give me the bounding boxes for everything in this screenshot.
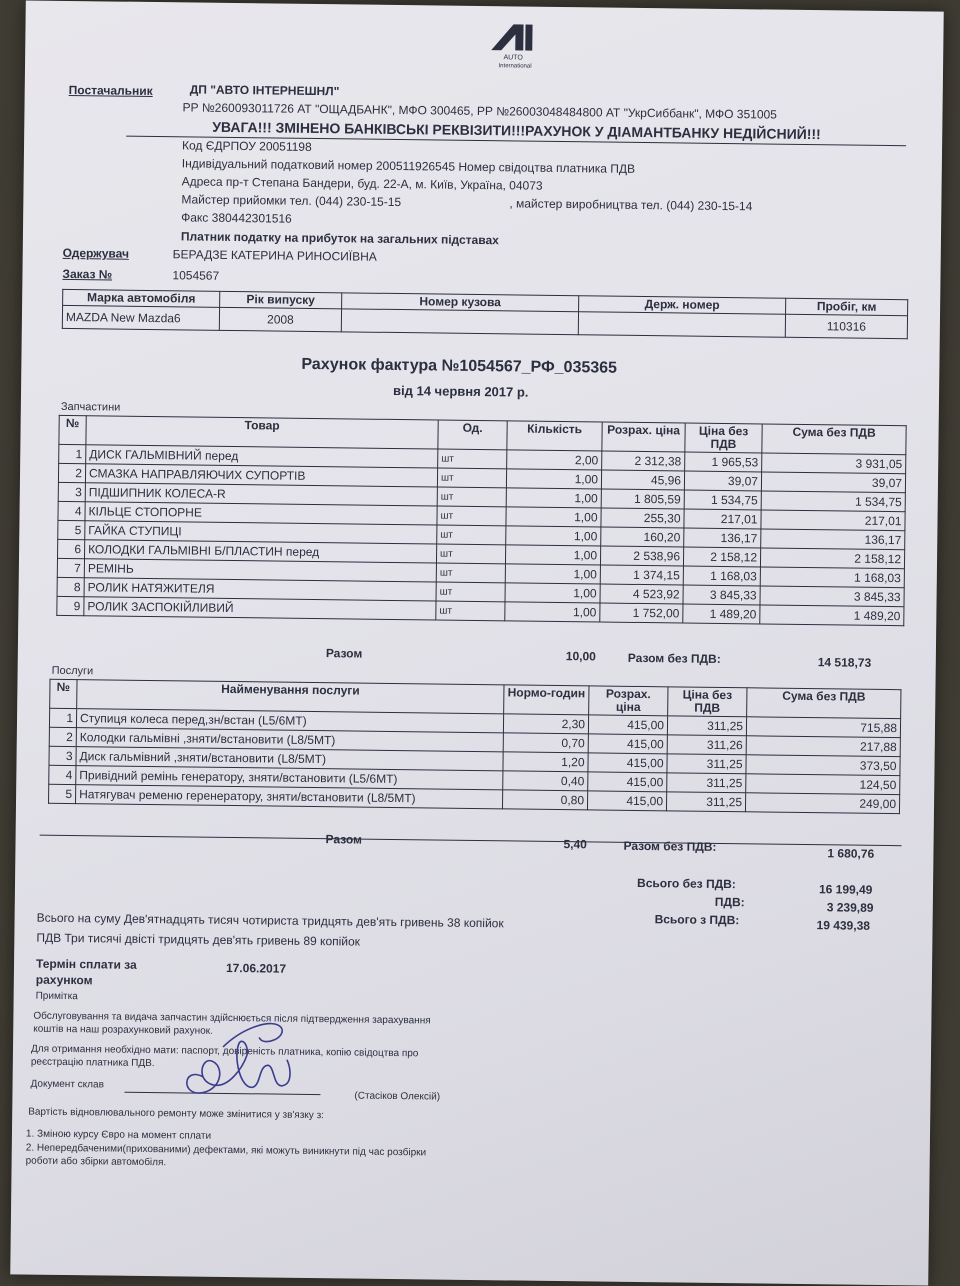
services-col-name: Найменування послуги	[77, 680, 504, 714]
phone-production: , майстер виробництва тел. (044) 230-15-14	[509, 196, 753, 214]
tax-status: Платник податку на прибуток на загальних підставах	[180, 229, 499, 248]
services-col-price-novat: Ціна без ПДВ	[668, 687, 747, 717]
logo-word-international: International	[498, 63, 532, 70]
car-col-plate: Держ. номер	[579, 296, 786, 315]
services-cell-price-novat: 311,25	[667, 716, 746, 736]
parts-cell-price: 2 312,38	[602, 451, 685, 471]
parts-cell-unit: шт	[437, 525, 506, 545]
parts-cell-num: 1	[59, 444, 86, 463]
parts-cell-price: 255,30	[601, 508, 684, 528]
car-make: MAZDA New Mazda6	[62, 305, 219, 330]
services-cell-price-novat: 311,25	[667, 754, 746, 774]
parts-total-novat: 14 518,73	[817, 655, 872, 670]
parts-cell-item: КОЛОДКИ ГАЛЬМІВНІ Б/ПЛАСТИН перед	[85, 540, 437, 563]
parts-cell-price-novat: 1 965,53	[685, 452, 762, 472]
car-col-year: Рік випуску	[220, 291, 342, 308]
supplier-edrpou: Код ЄДРПОУ 20051198	[181, 138, 312, 154]
car-body	[341, 309, 578, 335]
reason-3: роботи або збірки автомобіля.	[25, 1155, 167, 1169]
parts-total-label: Разом	[325, 646, 363, 661]
amount-in-words: Всього на суму Дев'ятнадцять тисяч чотириста тридцять дев'ять гривень 38 копійок	[36, 910, 504, 931]
car-table	[62, 289, 908, 339]
parts-cell-item: РОЛИК НАТЯЖИТЕЛЯ	[84, 578, 436, 601]
invoice-date: від 14 червня 2017 р.	[392, 382, 529, 400]
parts-col-unit: Од.	[438, 420, 507, 450]
parts-cell-item: КІЛЬЦЕ СТОПОРНЕ	[85, 502, 437, 525]
parts-cell-price-novat: 2 158,12	[683, 547, 760, 567]
parts-cell-num: 2	[58, 463, 85, 482]
recipient-name: БЕРАДЗЕ КАТЕРИНА РИНОСИЇВНА	[172, 247, 377, 264]
parts-cell-sum-novat: 39,07	[761, 472, 905, 493]
parts-cell-num: 7	[57, 558, 84, 577]
supplier-name: ДП "АВТО ІНТЕРНЕШНЛ"	[189, 82, 340, 99]
parts-cell-qty: 1,00	[505, 602, 600, 622]
car-col-mileage: Пробіг, км	[786, 298, 908, 315]
auto-international-logo	[483, 20, 544, 71]
recipient-label: Одержувач	[62, 245, 130, 261]
parts-cell-unit: шт	[436, 582, 505, 602]
services-cell-price: 415,00	[588, 753, 667, 773]
order-label: Заказ №	[62, 266, 113, 282]
vat-value: 3 239,89	[826, 900, 874, 915]
parts-col-price-novat: Ціна без ПДВ	[685, 423, 762, 453]
services-cell-price: 415,00	[588, 715, 667, 735]
services-cell-price-novat: 311,26	[667, 735, 746, 755]
services-col-num: №	[50, 679, 77, 708]
services-cell-sum-novat: 249,00	[745, 793, 899, 814]
invoice-sheet	[10, 0, 943, 1285]
parts-cell-unit: шт	[436, 601, 505, 621]
parts-cell-price-novat: 217,01	[684, 509, 761, 529]
parts-cell-sum-novat: 1 489,20	[760, 605, 904, 626]
note-line-1: Обслуговування та видача запчастин здійснюється після підтвердження зарахування	[33, 1010, 431, 1027]
services-cell-num: 4	[49, 765, 76, 784]
reason-1: 1. Зміною курсу Євро на момент сплати	[25, 1128, 212, 1142]
car-mileage: 110316	[785, 314, 907, 338]
parts-cell-sum-novat: 3 845,33	[760, 586, 904, 607]
services-cell-num: 1	[49, 708, 76, 727]
services-cell-hours: 1,20	[503, 752, 588, 772]
services-cell-sum-novat: 373,50	[746, 755, 900, 776]
grand-total-novat: 16 199,49	[818, 882, 873, 897]
parts-col-num: №	[59, 415, 86, 444]
services-col-price: Розрах. ціна	[589, 686, 668, 716]
parts-cell-sum-novat: 217,01	[761, 510, 905, 531]
services-cell-name: Колодки гальмівні ,зняти/встановити (L8/5MT)	[76, 728, 503, 752]
signature-text: Stasikov	[163, 1006, 168, 1008]
parts-cell-price: 1 752,00	[600, 603, 683, 623]
parts-cell-qty: 1,00	[505, 583, 600, 603]
parts-total-novat-label: Разом без ПДВ:	[627, 650, 721, 666]
parts-cell-num: 6	[58, 539, 85, 558]
services-cell-price: 415,00	[588, 734, 667, 754]
parts-cell-sum-novat: 136,17	[761, 529, 905, 550]
price-change-note: Вартість відновлювального ремонту може змінитися у зв'язку з:	[28, 1106, 325, 1122]
services-total-hours: 5,40	[563, 837, 587, 852]
parts-cell-sum-novat: 1 534,75	[761, 491, 905, 512]
parts-col-item: Товар	[86, 416, 438, 449]
parts-cell-num: 5	[58, 520, 85, 539]
services-cell-price: 415,00	[588, 772, 667, 792]
car-plate	[578, 312, 785, 338]
services-cell-price-novat: 311,25	[667, 773, 746, 793]
vat-label: ПДВ:	[714, 894, 745, 910]
issued-by-label: Документ склав	[30, 1078, 104, 1091]
parts-cell-item: РЕМІНЬ	[84, 559, 436, 582]
car-year: 2008	[219, 307, 341, 331]
parts-cell-unit: шт	[437, 487, 506, 507]
supplier-tax-number: Індивідуальний податковий номер 200511926545 Номер свідоцтва платника ПДВ	[181, 156, 636, 176]
parts-cell-qty: 1,00	[506, 526, 601, 546]
parts-cell-price: 1 805,59	[601, 489, 684, 509]
services-col-sum-novat: Сума без ПДВ	[747, 688, 901, 719]
parts-cell-unit: шт	[436, 563, 505, 583]
parts-cell-item: РОЛИК ЗАСПОКІЙЛИВИЙ	[84, 597, 436, 620]
services-cell-name: Диск гальмівний ,зняти/встановити (L8/5MT)	[76, 747, 503, 771]
parts-cell-price: 2 538,96	[600, 546, 683, 566]
parts-cell-qty: 2,00	[507, 450, 602, 470]
parts-cell-sum-novat: 2 158,12	[760, 548, 904, 569]
parts-cell-price-novat: 3 845,33	[683, 585, 760, 605]
parts-cell-price-novat: 136,17	[684, 528, 761, 548]
parts-cell-sum-novat: 1 168,03	[760, 567, 904, 588]
parts-cell-sum-novat: 3 931,05	[762, 453, 906, 474]
services-cell-hours: 0,80	[502, 790, 587, 810]
order-number: 1054567	[172, 268, 220, 283]
issued-by-name: (Стасіков Олексій)	[354, 1090, 441, 1103]
parts-cell-price-novat: 1 168,03	[683, 566, 760, 586]
parts-cell-qty: 1,00	[505, 545, 600, 565]
parts-col-sum-novat: Сума без ПДВ	[762, 424, 906, 455]
parts-cell-price: 160,20	[601, 527, 684, 547]
note-line-4: реєстрацію платника ПДВ.	[30, 1056, 155, 1070]
parts-table	[56, 415, 906, 626]
services-col-hours: Нормо-годин	[504, 685, 589, 715]
services-cell-sum-novat: 217,88	[746, 736, 900, 757]
parts-cell-price-novat: 39,07	[684, 471, 761, 491]
parts-cell-price-novat: 1 534,75	[684, 490, 761, 510]
note-line-2: коштів на наш розрахунковий рахунок.	[33, 1023, 213, 1037]
services-table	[48, 679, 901, 814]
handwritten-signature	[162, 1006, 313, 1108]
services-cell-name: Ступиця колеса перед,зн/встан (L5/6MT)	[76, 709, 503, 733]
car-col-body: Номер кузова	[342, 293, 579, 312]
reason-2: 2. Непередбаченими(прихованими) дефектами, які можуть виникнути під час розбірки	[25, 1142, 427, 1159]
services-cell-sum-novat: 715,88	[746, 717, 900, 738]
invoice-title: Рахунок фактура №1054567_РФ_035365	[301, 355, 618, 377]
parts-cell-qty: 1,00	[506, 507, 601, 527]
parts-cell-price: 45,96	[601, 470, 684, 490]
parts-cell-price-novat: 1 489,20	[683, 604, 760, 624]
parts-cell-unit: шт	[437, 506, 506, 526]
logo-word-auto: AUTO	[503, 54, 523, 62]
payment-date: 17.06.2017	[225, 960, 287, 976]
services-cell-name: Натягувач ременю геренератору, зняти/встановити (L8/5MT)	[76, 785, 503, 809]
note-label: Примітка	[35, 990, 78, 1003]
services-total-divider	[40, 835, 902, 847]
supplier-fax: Факс 380442301516	[181, 210, 292, 226]
note-line-3: Для отримання необхідно мати: паспорт, довіреність платника, копію свідоцтва про	[30, 1043, 419, 1060]
parts-cell-unit: шт	[436, 544, 505, 564]
car-col-make: Марка автомобіля	[63, 289, 220, 307]
payment-term-label-1: Термін сплати за	[35, 956, 137, 972]
parts-cell-num: 3	[58, 482, 85, 501]
parts-cell-price: 4 523,92	[600, 584, 683, 604]
services-cell-hours: 2,30	[503, 714, 588, 734]
supplier-address: Адреса пр-т Степана Бандери, буд. 22-А, м. Київ, Україна, 04073	[181, 174, 543, 193]
parts-cell-unit: шт	[438, 449, 507, 469]
services-cell-name: Привідний ремінь генератору, зняти/встановити (L5/6MT)	[76, 766, 503, 790]
parts-cell-num: 8	[57, 577, 84, 596]
parts-cell-num: 4	[58, 501, 85, 520]
grand-total-withvat: 19 439,38	[816, 918, 871, 933]
services-total-novat-label: Разом без ПДВ:	[623, 838, 717, 854]
grand-total-withvat-label: Всього з ПДВ:	[654, 912, 740, 928]
supplier-label: Постачальник	[68, 82, 153, 98]
services-cell-num: 2	[49, 727, 76, 746]
bank-warning: УВАГА!!! ЗМІНЕНО БАНКІВСЬКІ РЕКВІЗИТИ!!!РАХУНОК У ДІАМАНТБАНКУ НЕДІЙСНИЙ!!!	[212, 118, 821, 143]
services-cell-num: 5	[49, 784, 76, 803]
services-total-novat: 1 680,76	[827, 846, 875, 861]
parts-col-price: Розрах. ціна	[602, 422, 685, 452]
parts-cell-item: СМАЗКА НАПРАВЛЯЮЧИХ СУПОРТІВ	[85, 464, 437, 487]
parts-cell-item: ДИСК ГАЛЬМІВНИЙ перед	[86, 445, 438, 468]
services-cell-hours: 0,40	[503, 771, 588, 791]
parts-total-qty: 10,00	[565, 649, 596, 664]
grand-total-novat-label: Всього без ПДВ:	[636, 875, 736, 892]
parts-section-label: Запчастини	[60, 400, 121, 414]
services-total-label: Разом	[325, 832, 363, 847]
services-cell-sum-novat: 124,50	[746, 774, 900, 795]
payment-term-label-2: рахунком	[35, 972, 93, 988]
parts-cell-qty: 1,00	[506, 488, 601, 508]
services-cell-hours: 0,70	[503, 733, 588, 753]
parts-cell-unit: шт	[437, 468, 506, 488]
parts-cell-num: 9	[57, 596, 84, 615]
phone-reception: Майстер прийомки тел. (044) 230-15-15	[181, 192, 402, 210]
supplier-accounts: РР №260093011726 АТ "ОЩАДБАНК", МФО 300465, РР №26003048484800 АТ "УкрСиббанк", МФО 351005	[182, 100, 777, 122]
services-cell-num: 3	[49, 746, 76, 765]
parts-cell-item: ГАЙКА СТУПИЦІ	[85, 521, 437, 544]
parts-col-qty: Кількість	[507, 421, 602, 451]
parts-cell-qty: 1,00	[505, 564, 600, 584]
services-cell-price-novat: 311,25	[666, 792, 745, 812]
parts-cell-qty: 1,00	[506, 469, 601, 489]
parts-cell-item: ПІДШИПНИК КОЛЕСА-R	[85, 483, 437, 506]
services-cell-price: 415,00	[587, 791, 666, 811]
services-section-label: Послуги	[51, 664, 94, 678]
vat-in-words: ПДВ Три тисячі двісті тридцять дев'ять гривень 89 копійок	[36, 930, 361, 949]
parts-cell-price: 1 374,15	[600, 565, 683, 585]
